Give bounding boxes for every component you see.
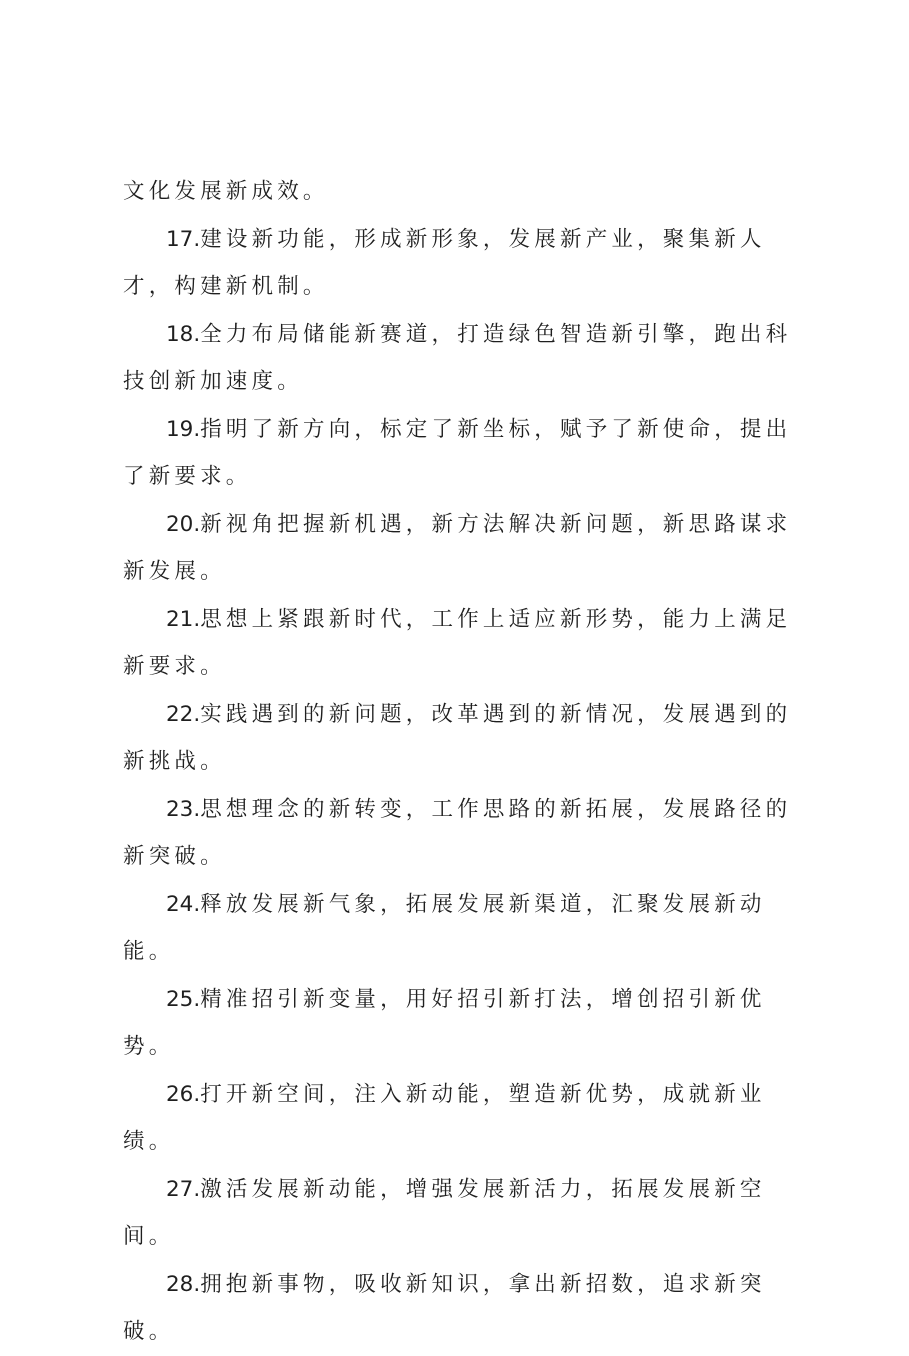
paragraph-27	[123, 1166, 795, 1261]
paragraph-24	[123, 881, 795, 976]
paragraph-28	[123, 1261, 795, 1356]
paragraph-text: 思想上紧跟新时代，工作上适应新形势，能力上满足新要求。	[123, 606, 792, 679]
paragraph-21	[123, 596, 795, 691]
paragraph-23	[123, 786, 795, 881]
paragraph-text: 建设新功能，形成新形象，发展新产业，聚集新人才，构建新机制。	[123, 226, 766, 299]
paragraph-text: 精准招引新变量，用好招引新打法，增创招引新优势。	[123, 986, 766, 1059]
paragraph-number: 17.	[166, 226, 201, 252]
paragraph-22	[123, 691, 795, 786]
paragraph-17	[123, 216, 795, 311]
paragraph-text: 实践遇到的新问题，改革遇到的新情况，发展遇到的新挑战。	[123, 701, 792, 774]
paragraph-text: 全力布局储能新赛道，打造绿色智造新引擎，跑出科技创新加速度。	[123, 321, 792, 394]
document-body	[123, 168, 795, 1356]
paragraph-text: 新视角把握新机遇，新方法解决新问题，新思路谋求新发展。	[123, 511, 792, 584]
paragraph-18	[123, 311, 795, 406]
paragraph-20	[123, 501, 795, 596]
paragraph-text: 释放发展新气象，拓展发展新渠道，汇聚发展新动能。	[123, 891, 766, 964]
paragraph-text: 打开新空间，注入新动能，塑造新优势，成就新业绩。	[123, 1081, 766, 1154]
paragraph-number: 18.	[166, 321, 201, 347]
paragraph-text: 拥抱新事物，吸收新知识，拿出新招数，追求新突破。	[123, 1271, 766, 1344]
paragraph-text: 激活发展新动能，增强发展新活力，拓展发展新空间。	[123, 1176, 766, 1249]
paragraph-number: 23.	[166, 796, 201, 822]
paragraph-text: 思想理念的新转变，工作思路的新拓展，发展路径的新突破。	[123, 796, 792, 869]
paragraph-number: 25.	[166, 986, 201, 1012]
paragraph-number: 22.	[166, 701, 201, 727]
paragraph-number: 20.	[166, 511, 201, 537]
paragraph-text: 指明了新方向，标定了新坐标，赋予了新使命，提出了新要求。	[123, 416, 792, 489]
paragraph-number: 26.	[166, 1081, 201, 1107]
paragraph-number: 28.	[166, 1271, 201, 1297]
paragraph-continuation	[123, 168, 795, 216]
paragraph-number: 21.	[166, 606, 201, 632]
paragraph-text: 文化发展新成效。	[123, 179, 329, 204]
paragraph-26	[123, 1071, 795, 1166]
paragraph-25	[123, 976, 795, 1071]
paragraph-number: 27.	[166, 1176, 201, 1202]
paragraph-number: 24.	[166, 891, 201, 917]
paragraph-19	[123, 406, 795, 501]
paragraph-number: 19.	[166, 416, 201, 442]
